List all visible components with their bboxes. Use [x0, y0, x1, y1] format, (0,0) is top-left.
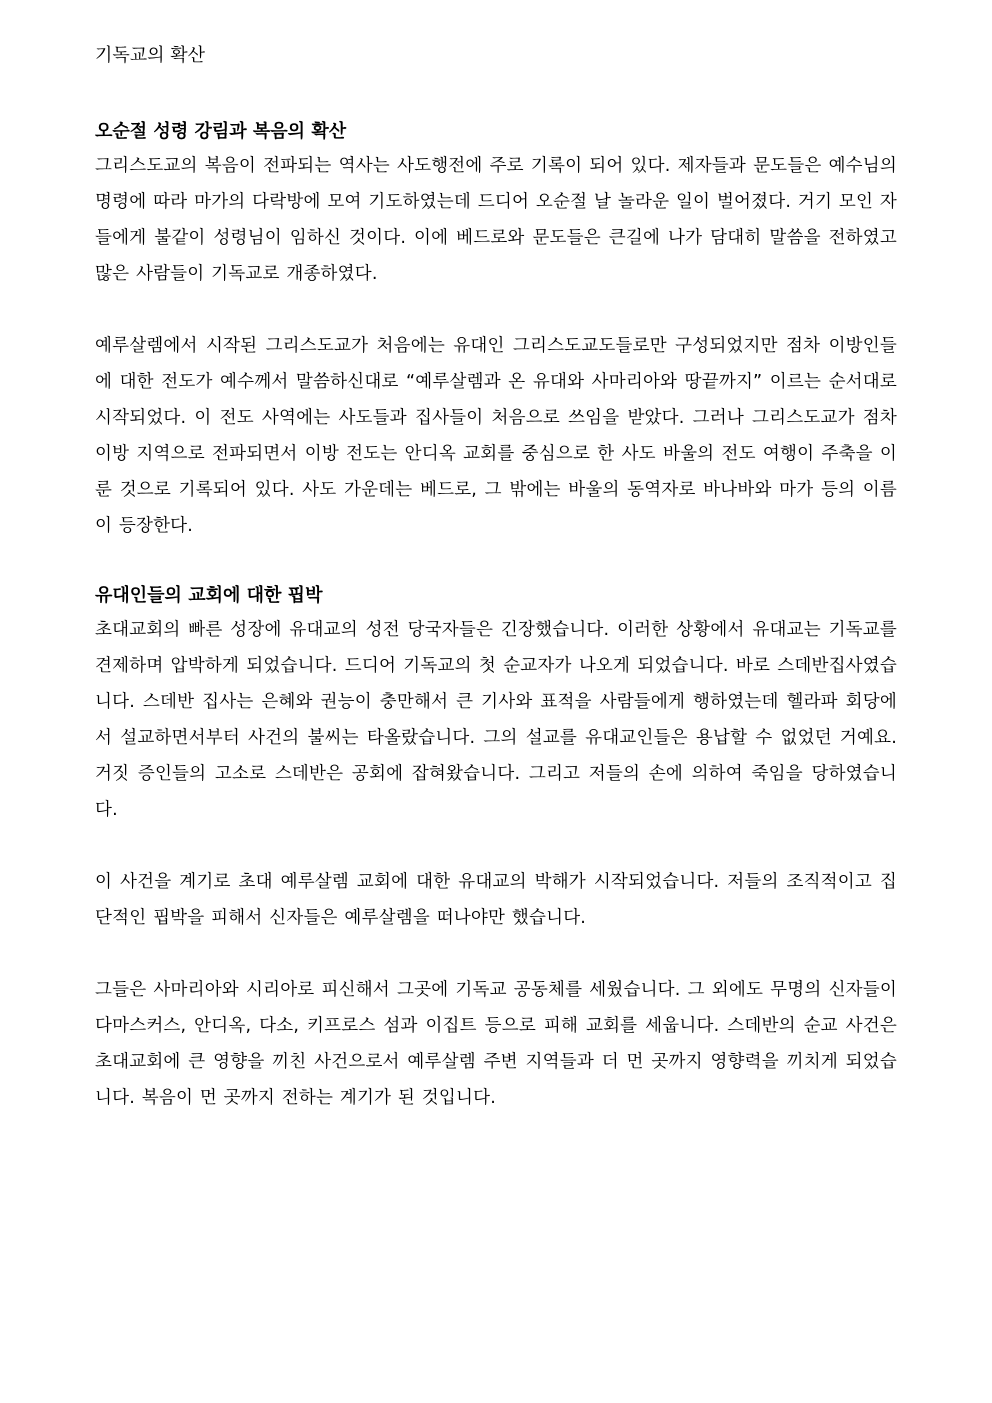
section-persecution [95, 580, 897, 1116]
paragraph: 이 사건을 계기로 초대 예루살렘 교회에 대한 유대교의 박해가 시작되었습니다. 저들의 조직적이고 집단적인 핍박을 피해서 신자들은 예루살렘을 떠나야만 했습니다. [95, 872, 897, 928]
paragraph: 예루살렘에서 시작된 그리스도교가 처음에는 유대인 그리스도교도들로만 구성되었지만 점차 이방인들에 대한 전도가 예수께서 말씀하신대로 “예루살렘과 온 유대와 사마리아와 땅끝까지” 이르는 순서대로 시작되었다. 이 전도 사역에는 사도들과 집사들이 처음으로 쓰임을 받았다. 그러나 그리스도교가 점차 이방 지역으로 전파되면서 이방 전도는 안디옥 교회를 중심으로 한 사도 바울의 전도 여행이 주축을 이룬 것으로 기록되어 있다. 사도 가운데는 베드로, 그 밖에는 바울의 동역자로 바나바와 마가 등의 이름이 등장한다. [95, 336, 897, 536]
section-heading: 오순절 성령 강림과 복음의 확산 [95, 121, 347, 142]
section-heading: 유대인들의 교회에 대한 핍박 [95, 585, 323, 606]
document-title: 기독교의 확산 [95, 45, 206, 66]
paragraph: 그리스도교의 복음이 전파되는 역사는 사도행전에 주로 기록이 되어 있다. 제자들과 문도들은 예수님의 명령에 따라 마가의 다락방에 모여 기도하였는데 드디어 오순절 날 놀라운 일이 벌어졌다. 거기 모인 자들에게 불같이 성령님이 임하신 것이다. 이에 베드로와 문도들은 큰길에 나가 담대히 말씀을 전하였고 많은 사람들이 기독교로 개종하였다. [95, 156, 897, 284]
paragraph: 그들은 사마리아와 시리아로 피신해서 그곳에 기독교 공동체를 세웠습니다. 그 외에도 무명의 신자들이 다마스커스, 안디옥, 다소, 키프로스 섬과 이집트 등으로 피해 교회를 세웁니다. 스데반의 순교 사건은 초대교회에 큰 영향을 끼친 사건으로서 예루살렘 주변 지역들과 더 먼 곳까지 영향력을 끼치게 되었습니다. 복음이 먼 곳까지 전하는 계기가 된 것입니다. [95, 980, 897, 1108]
paragraph: 초대교회의 빠른 성장에 유대교의 성전 당국자들은 긴장했습니다. 이러한 상황에서 유대교는 기독교를 견제하며 압박하게 되었습니다. 드디어 기독교의 첫 순교자가 나오게 되었습니다. 바로 스데반집사였습니다. 스데반 집사는 은혜와 권능이 충만해서 큰 기사와 표적을 사람들에게 행하였는데 헬라파 회당에서 설교하면서부터 사건의 불씨는 타올랐습니다. 그의 설교를 유대교인들은 용납할 수 없었던 거예요. 거짓 증인들의 고소로 스데반은 공회에 잡혀왔습니다. 그리고 저들의 손에 의하여 죽임을 당하였습니다. [95, 620, 897, 820]
document-page [95, 40, 897, 1116]
section-pentecost [95, 116, 897, 544]
